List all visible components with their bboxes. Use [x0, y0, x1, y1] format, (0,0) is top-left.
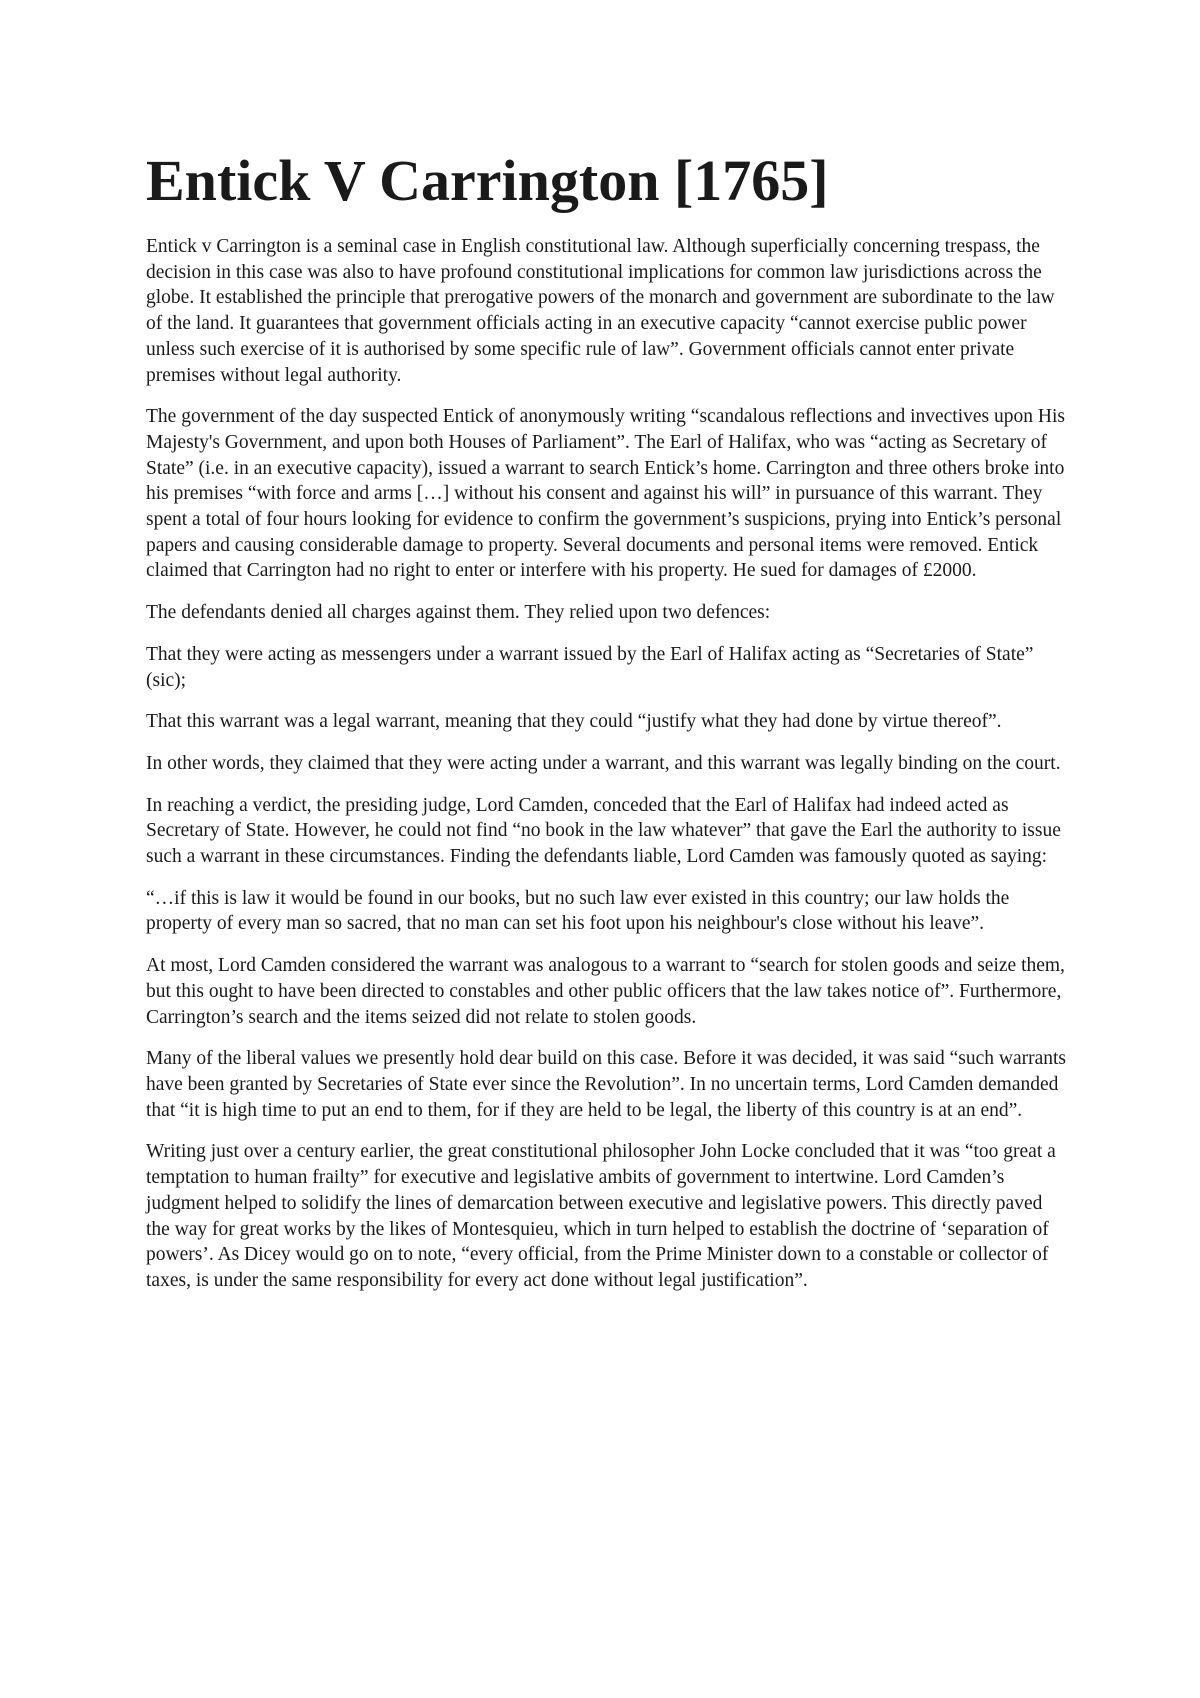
paragraph-analogy: At most, Lord Camden considered the warrant was analogous to a warrant to “search for stolen goods and seize them, but this ought to have been directed to constables and other public officers that the law takes notice of”. Furthermore, Carrington’s search and the items seized did not relate to stolen goods.	[146, 955, 1065, 1028]
paragraph-facts: The government of the day suspected Entick of anonymously writing “scandalous reflections and invectives upon His Majesty's Government, and upon both Houses of Parliament”. The Earl of Halifax, who was “acting as Secretary of State” (i.e. in an executive capacity), issued a warrant to search Entick’s home. Carrington and three others broke into his premises “with force and arms […] without his consent and against his will” in pursuance of this warrant. They spent a total of four hours looking for evidence to confirm the government’s suspicions, prying into Entick’s personal papers and causing considerable damage to property. Several documents and personal items were removed. Entick claimed that Carrington had no right to enter or interfere with his property. He sued for damages of £2000.	[146, 406, 1065, 582]
paragraph-defence-two: That this warrant was a legal warrant, meaning that they could “justify what they had done by virtue thereof”.	[146, 711, 1002, 733]
paragraph-quote: “…if this is law it would be found in our books, but no such law ever existed in this country; our law holds the property of every man so sacred, that no man can set his foot upon his neighbour's close without his leave”.	[146, 887, 1010, 935]
document-body	[146, 148, 1066, 1310]
paragraph-summary: In other words, they claimed that they were acting under a warrant, and this warrant was legally binding on the court.	[146, 752, 1061, 774]
paragraph-defences-intro: The defendants denied all charges against them. They relied upon two defences:	[146, 602, 771, 624]
paragraph-defence-one: That they were acting as messengers under a warrant issued by the Earl of Halifax acting as “Secretaries of State” (sic);	[146, 643, 1034, 691]
paragraph-introduction: Entick v Carrington is a seminal case in English constitutional law. Although superficially concerning trespass, the decision in this case was also to have profound constitutional implications for common law jurisdictions across the globe. It established the principle that prerogative powers of the monarch and government are subordinate to the law of the land. It guarantees that government officials acting in an executive capacity “cannot exercise public power unless such exercise of it is authorised by some specific rule of law”. Government officials cannot enter private premises without legal authority.	[146, 236, 1055, 386]
paragraph-verdict: In reaching a verdict, the presiding judge, Lord Camden, conceded that the Earl of Halifax had indeed acted as Secretary of State. However, he could not find “no book in the law whatever” that gave the Earl the authority to issue such a warrant in these circumstances. Finding the defendants liable, Lord Camden was famously quoted as saying:	[146, 794, 1061, 868]
document-title: Entick V Carrington [1765]	[146, 148, 829, 213]
paragraph-separation-of-powers: Writing just over a century earlier, the great constitutional philosopher John Locke concluded that it was “too great a temptation to human frailty” for executive and legislative ambits of government to intertwine. Lord Camden’s judgment helped to solidify the lines of demarcation between executive and legislative powers. This directly paved the way for great works by the likes of Montesquieu, which in turn helped to establish the doctrine of ‘separation of powers’. As Dicey would go on to note, “every official, from the Prime Minister down to a constable or collector of taxes, is under the same responsibility for every act done without legal justification”.	[146, 1141, 1056, 1291]
paragraph-liberal-values: Many of the liberal values we presently hold dear build on this case. Before it was decided, it was said “such warrants have been granted by Secretaries of State ever since the Revolution”. In no uncertain terms, Lord Camden demanded that “it is high time to put an end to them, for if they are held to be legal, the liberty of this country is at an end”.	[146, 1048, 1067, 1121]
